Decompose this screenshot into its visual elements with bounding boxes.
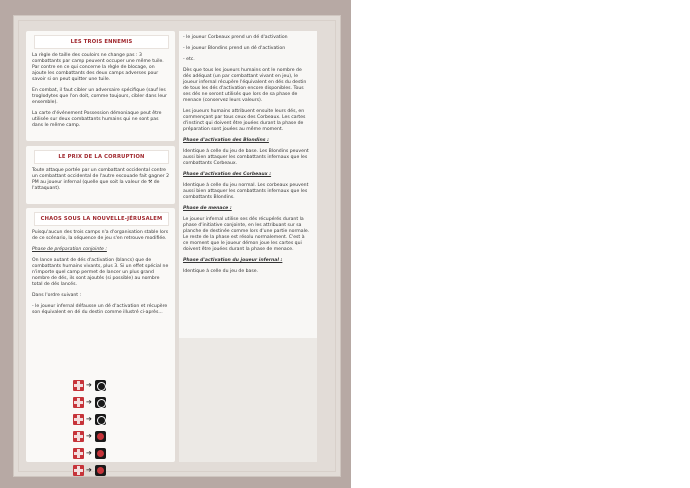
- dice-row: [73, 397, 133, 409]
- red-activation-die-icon: [73, 465, 84, 476]
- arrow-right-icon: ➔: [86, 432, 92, 440]
- black-fate-die-icon: [95, 414, 106, 425]
- section-corruption: [26, 146, 175, 204]
- right-column-text: [183, 35, 311, 280]
- left-column: [26, 31, 175, 474]
- arrow-right-icon: ➔: [86, 398, 92, 406]
- section-body-chaos: [32, 230, 169, 321]
- paragraph: - le joueur Blondins prend un dé d'activation: [183, 46, 286, 51]
- paragraph: La règle de taille des couloirs ne change pas : 3 combattants par camp peuvent occuper une même tuile. Par contre en ce qui concerne la règle de blocage, on ajoute les combattants des deux camps adverses pour savoir si on peut quitter une tuile.: [32, 53, 164, 82]
- section-body-enemies: [32, 53, 169, 134]
- black-fate-die-icon: [95, 380, 106, 391]
- paragraph: Dans l'ordre suivant :: [32, 293, 82, 298]
- paragraph: - etc.: [183, 57, 195, 62]
- arrow-right-icon: ➔: [86, 415, 92, 423]
- dice-row: [73, 380, 133, 392]
- section-body-corruption: [32, 168, 169, 197]
- section-chaos: [26, 208, 175, 474]
- red-activation-die-icon: [73, 448, 84, 459]
- section-title-enemies: LES TROIS ENNEMIS: [34, 35, 169, 49]
- subheading: Phase d'activation des Corbeaux :: [183, 172, 272, 177]
- paragraph: Dès que tous les joueurs humains ont le nombre de dés adéquat (un par combattant vivant en jeu), le joueur infernal récupère l'équivalent en dés du destin de tous les dés d'activation encore disponibles. Tous ses dés ne seront utilisés que lors de sa phase de menace (conservez leurs valeurs).: [183, 68, 307, 103]
- red-activation-die-icon: [73, 414, 84, 425]
- paragraph: Les joueurs humains attribuent ensuite leurs dés, en commençant par tous ceux des Corbeaux. Les cartes d'instinct qui doivent être jouées durant la phase de préparation sont jouées au même moment.: [183, 109, 306, 132]
- subheading: Phase d'activation du joueur infernal :: [183, 258, 283, 263]
- subheading: Phase de menace :: [183, 206, 232, 211]
- paragraph: Le joueur infernal utilise ses dés récupérés durant la phase d'initiative conjointe, en les attribuant sur sa planche de destinée comme lors d'une partie normale. Le reste de la phase est résolu normalement. C'est à ce moment que le joueur démon joue les cartes qui doivent être jouées durant la phase de menace.: [183, 217, 310, 252]
- red-activation-die-icon: [73, 431, 84, 442]
- dice-row: [73, 465, 133, 477]
- arrow-right-icon: ➔: [86, 449, 92, 457]
- section-enemies: [26, 31, 175, 141]
- subheading: Phase de préparation conjointe :: [32, 247, 107, 252]
- section-title-chaos: CHAOS SOUS LA NOUVELLE-JÉRUSALEM: [34, 212, 169, 226]
- dice-row: [73, 448, 133, 460]
- arrow-right-icon: ➔: [86, 381, 92, 389]
- paragraph: En combat, il faut cibler un adversaire spécifique (sauf les troglodytes que l'on doit, comme toujours, cibler dans leur ensemble).: [32, 88, 167, 105]
- paragraph: La carte d'événement Possession démoniaque peut être utilisée sur deux combattants humains qui ne sont pas dans le même camp.: [32, 111, 162, 128]
- red-activation-die-icon: [73, 397, 84, 408]
- subheading: Phase d'activation des Blondins :: [183, 138, 269, 143]
- paragraph: Identique à celle du jeu normal. Les corbeaux peuvent aussi bien attaquer les combattants infernaux que les combattants Blondins.: [183, 183, 309, 200]
- paragraph: On lance autant de dés d'activation (blancs) que de combattants humains vivants, plus 3. Si un effet spécial ne n'importe quel camp permet de lancer un plus grand nombre de dés, ils sont ajoutés (si possible) au nombre total de dés lancés.: [32, 258, 169, 287]
- section-title-corruption: LE PRIX DE LA CORRUPTION: [34, 150, 169, 164]
- black-fate-die-icon: [95, 448, 106, 459]
- black-fate-die-icon: [95, 431, 106, 442]
- paragraph: Identique à celle du jeu de base.: [183, 269, 259, 274]
- paragraph: - le joueur infernal défausse un dé d'activation et récupère son équivalent en dé du destin comme illustré ci-après...: [32, 304, 168, 315]
- dice-row: [73, 414, 133, 426]
- black-fate-die-icon: [95, 465, 106, 476]
- paragraph: Identique à celle du jeu de base. Les Blondins peuvent aussi bien attaquer les combattants infernaux que les combattants Corbeaux.: [183, 149, 309, 166]
- paragraph: Puisqu'aucun des trois camps n'a d'organisation stable lors de ce scénario, la séquence de jeu s'en retrouve modifiée.: [32, 230, 169, 241]
- empty-column-area: [179, 338, 317, 462]
- red-activation-die-icon: [73, 380, 84, 391]
- paragraph: - le joueur Corbeaux prend un dé d'activation: [183, 35, 288, 40]
- paragraph: Toute attaque portée par un combattant occidental contre un combattant occidental de l'autre escouade fait gagner 2 PM au joueur infernal (quelle que soit la valeur de ⚒ de l'attaquant).: [32, 168, 170, 191]
- black-fate-die-icon: [95, 397, 106, 408]
- arrow-right-icon: ➔: [86, 466, 92, 474]
- dice-row: [73, 431, 133, 443]
